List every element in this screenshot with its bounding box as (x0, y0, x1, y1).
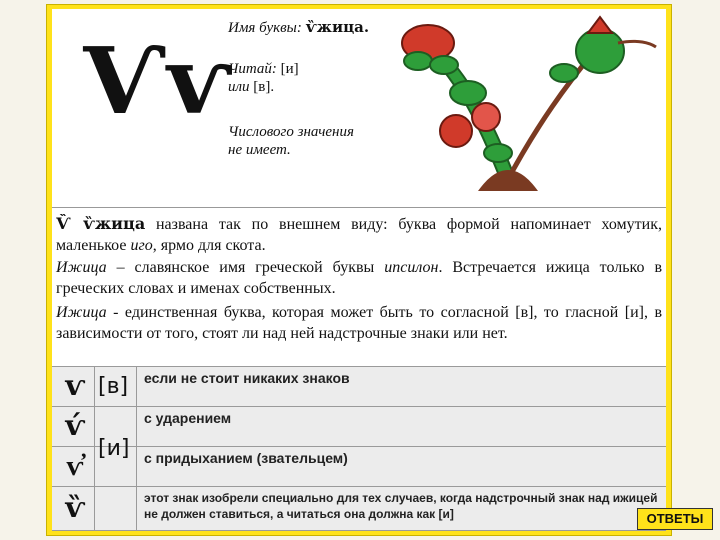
section-divider (52, 207, 666, 208)
paragraph-text: - единственная буква, которая может быть то согласной [в], то гласной [и], в зависимости от того, стоят ли над ней надстрочные знаки или нет. (56, 304, 662, 342)
sound-consonant: [в] (98, 374, 129, 399)
table-description: если не стоит никаких знаков (144, 370, 350, 386)
or-line (228, 79, 274, 96)
ornamental-letter-izhitsa-icon (388, 13, 658, 205)
paragraph-text: названа так по внешнем виду: буква формой напоминает хомутик, маленькое (56, 216, 663, 254)
table-glyph: ѵ (64, 369, 86, 402)
italic-word: Ижица (56, 259, 107, 276)
slavonic-name: Ѷ ѷжица (56, 214, 146, 233)
table-glyph: ѵ҆ (66, 449, 84, 482)
or-value: [в]. (253, 79, 275, 95)
letter-name-label: Имя буквы: (228, 20, 306, 36)
table-description: с ударением (144, 410, 232, 426)
table-glyph: ѷ (64, 491, 86, 524)
read-value: [и] (280, 61, 299, 77)
read-line (228, 61, 299, 78)
letter-name-value: ѷжица. (305, 18, 370, 36)
paragraph-name-origin (56, 213, 662, 256)
table-description: этот знак изобрели специально для тех случаев, когда надстрочный знак над ижицей не должен ставиться, а читаться она должна как [и] (144, 491, 658, 521)
table-description: с придыханием (звательцем) (144, 450, 348, 466)
italic-word: Ижица (56, 304, 107, 321)
numeric-line-2: не имеет. (228, 142, 291, 158)
italic-word: ипсилон (384, 259, 439, 276)
italic-word: иго (130, 237, 153, 254)
numeric-line-1: Числового значения (228, 124, 354, 140)
pronunciation-table (52, 366, 666, 531)
big-izhitsa-letters: Ѵѵ (82, 27, 232, 135)
lesson-card (52, 9, 666, 531)
answers-button[interactable]: ОТВЕТЫ (637, 508, 713, 530)
table-glyph: ѵ́ (64, 409, 86, 442)
read-label: Читай: (228, 61, 281, 77)
table-column-divider (136, 366, 137, 531)
letter-name-line (228, 19, 369, 37)
paragraph-text: . Встречается ижица только в греческих словах и именах собственных. (56, 259, 662, 297)
paragraph-sound-rule (56, 302, 662, 344)
paragraph-greek-origin (56, 257, 662, 299)
or-label: или (228, 79, 254, 95)
sound-vowel: [и] (98, 436, 130, 461)
paragraph-text: , ярмо для скота. (152, 237, 266, 254)
paragraph-text: – славянское имя греческой буквы (106, 259, 385, 276)
table-column-divider (94, 366, 95, 531)
